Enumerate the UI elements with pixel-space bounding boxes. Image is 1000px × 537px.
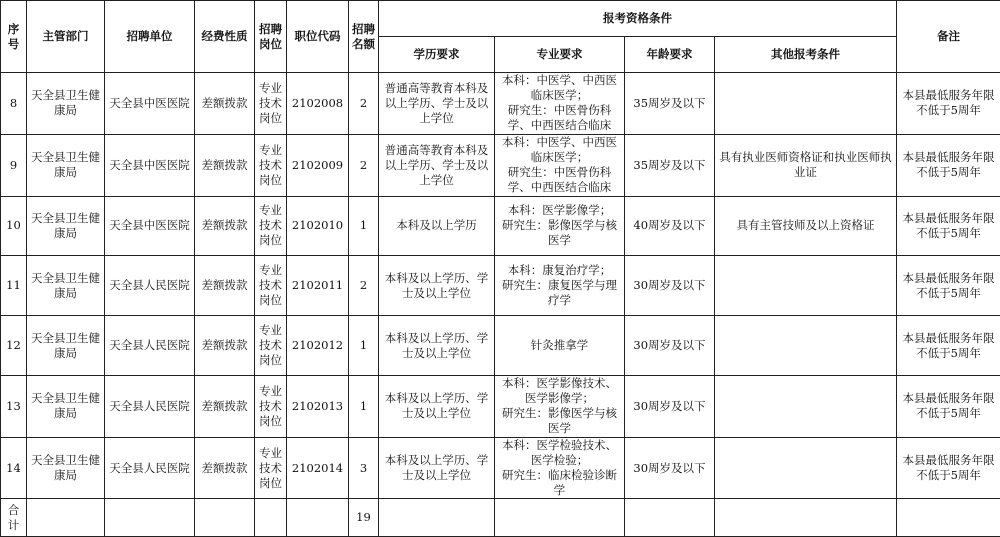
cell-other xyxy=(715,73,897,135)
cell-other xyxy=(715,437,897,499)
cell-unit: 天全县人民医院 xyxy=(105,375,195,437)
total-label: 合计 xyxy=(1,499,27,537)
header-major: 专业要求 xyxy=(495,37,625,73)
cell-dept: 天全县卫生健康局 xyxy=(27,437,105,499)
empty-cell xyxy=(715,499,897,537)
cell-seq: 11 xyxy=(1,256,27,316)
cell-post: 专业技术岗位 xyxy=(255,375,287,437)
cell-code: 2102010 xyxy=(287,196,349,256)
header-dept: 主管部门 xyxy=(27,1,105,73)
cell-unit: 天全县人民医院 xyxy=(105,437,195,499)
header-seq: 序号 xyxy=(1,1,27,73)
header-count: 招聘名额 xyxy=(349,1,379,73)
cell-other: 具有主管技师及以上资格证 xyxy=(715,196,897,256)
cell-dept: 天全县卫生健康局 xyxy=(27,316,105,376)
cell-remark: 本县最低服务年限不低于5周年 xyxy=(897,134,1000,196)
cell-unit: 天全县中医医院 xyxy=(105,134,195,196)
empty-cell xyxy=(495,499,625,537)
cell-remark: 本县最低服务年限不低于5周年 xyxy=(897,437,1000,499)
cell-major: 本科：医学影像学； 研究生：影像医学与核医学 xyxy=(495,196,625,256)
table-row xyxy=(1,316,1000,376)
cell-remark: 本县最低服务年限不低于5周年 xyxy=(897,196,1000,256)
empty-cell xyxy=(897,499,1000,537)
cell-funding: 差额拨款 xyxy=(195,134,255,196)
cell-age: 35周岁及以下 xyxy=(625,134,715,196)
total-row xyxy=(1,499,1000,537)
empty-cell xyxy=(195,499,255,537)
cell-dept: 天全县卫生健康局 xyxy=(27,196,105,256)
cell-code: 2102014 xyxy=(287,437,349,499)
cell-funding: 差额拨款 xyxy=(195,73,255,135)
empty-cell xyxy=(27,499,105,537)
cell-seq: 13 xyxy=(1,375,27,437)
table-row xyxy=(1,375,1000,437)
cell-funding: 差额拨款 xyxy=(195,437,255,499)
header-unit: 招聘单位 xyxy=(105,1,195,73)
cell-education: 普通高等教育本科及以上学历、学士及以上学位 xyxy=(379,134,495,196)
cell-funding: 差额拨款 xyxy=(195,196,255,256)
table-row xyxy=(1,256,1000,316)
cell-remark: 本县最低服务年限不低于5周年 xyxy=(897,375,1000,437)
cell-funding: 差额拨款 xyxy=(195,256,255,316)
cell-dept: 天全县卫生健康局 xyxy=(27,134,105,196)
cell-count: 2 xyxy=(349,134,379,196)
total-count: 19 xyxy=(349,499,379,537)
cell-age: 35周岁及以下 xyxy=(625,73,715,135)
empty-cell xyxy=(255,499,287,537)
cell-unit: 天全县人民医院 xyxy=(105,316,195,376)
table-row xyxy=(1,134,1000,196)
cell-funding: 差额拨款 xyxy=(195,316,255,376)
cell-education: 普通高等教育本科及以上学历、学士及以上学位 xyxy=(379,73,495,135)
cell-code: 2102012 xyxy=(287,316,349,376)
cell-post: 专业技术岗位 xyxy=(255,316,287,376)
table-row xyxy=(1,73,1000,135)
cell-post: 专业技术岗位 xyxy=(255,437,287,499)
cell-post: 专业技术岗位 xyxy=(255,134,287,196)
cell-count: 2 xyxy=(349,256,379,316)
empty-cell xyxy=(625,499,715,537)
cell-major: 针灸推拿学 xyxy=(495,316,625,376)
cell-code: 2102013 xyxy=(287,375,349,437)
cell-age: 30周岁及以下 xyxy=(625,375,715,437)
header-age: 年龄要求 xyxy=(625,37,715,73)
header-conditions: 报考资格条件 xyxy=(379,1,897,37)
cell-other xyxy=(715,256,897,316)
cell-seq: 14 xyxy=(1,437,27,499)
header-other: 其他报考条件 xyxy=(715,37,897,73)
cell-unit: 天全县人民医院 xyxy=(105,256,195,316)
cell-dept: 天全县卫生健康局 xyxy=(27,375,105,437)
cell-count: 2 xyxy=(349,73,379,135)
cell-seq: 9 xyxy=(1,134,27,196)
cell-education: 本科及以上学历、学士及以上学位 xyxy=(379,437,495,499)
cell-count: 1 xyxy=(349,375,379,437)
header-code: 职位代码 xyxy=(287,1,349,73)
table-row xyxy=(1,196,1000,256)
cell-other xyxy=(715,316,897,376)
cell-code: 2102009 xyxy=(287,134,349,196)
cell-code: 2102008 xyxy=(287,73,349,135)
cell-count: 1 xyxy=(349,316,379,376)
cell-education: 本科及以上学历 xyxy=(379,196,495,256)
cell-remark: 本县最低服务年限不低于5周年 xyxy=(897,256,1000,316)
cell-education: 本科及以上学历、学士及以上学位 xyxy=(379,375,495,437)
cell-education: 本科及以上学历、学士及以上学位 xyxy=(379,316,495,376)
header-remark: 备注 xyxy=(897,1,1000,73)
cell-unit: 天全县中医医院 xyxy=(105,196,195,256)
cell-count: 1 xyxy=(349,196,379,256)
empty-cell xyxy=(105,499,195,537)
cell-count: 3 xyxy=(349,437,379,499)
cell-remark: 本县最低服务年限不低于5周年 xyxy=(897,316,1000,376)
cell-major: 本科：中医学、中西医临床医学； 研究生：中医骨伤科学、中西医结合临床 xyxy=(495,73,625,135)
cell-code: 2102011 xyxy=(287,256,349,316)
empty-cell xyxy=(287,499,349,537)
cell-post: 专业技术岗位 xyxy=(255,73,287,135)
cell-seq: 8 xyxy=(1,73,27,135)
cell-seq: 10 xyxy=(1,196,27,256)
cell-education: 本科及以上学历、学士及以上学位 xyxy=(379,256,495,316)
cell-major: 本科：医学检验技术、医学检验； 研究生：临床检验诊断学 xyxy=(495,437,625,499)
cell-remark: 本县最低服务年限不低于5周年 xyxy=(897,73,1000,135)
cell-other xyxy=(715,375,897,437)
empty-cell xyxy=(379,499,495,537)
cell-funding: 差额拨款 xyxy=(195,375,255,437)
cell-age: 30周岁及以下 xyxy=(625,316,715,376)
cell-dept: 天全县卫生健康局 xyxy=(27,256,105,316)
header-post: 招聘岗位 xyxy=(255,1,287,73)
cell-seq: 12 xyxy=(1,316,27,376)
cell-age: 40周岁及以下 xyxy=(625,196,715,256)
header-education: 学历要求 xyxy=(379,37,495,73)
cell-major: 本科：中医学、中西医临床医学； 研究生：中医骨伤科学、中西医结合临床 xyxy=(495,134,625,196)
cell-dept: 天全县卫生健康局 xyxy=(27,73,105,135)
cell-age: 30周岁及以下 xyxy=(625,256,715,316)
cell-post: 专业技术岗位 xyxy=(255,256,287,316)
cell-unit: 天全县中医医院 xyxy=(105,73,195,135)
cell-other: 具有执业医师资格证和执业医师执业证 xyxy=(715,134,897,196)
table-row xyxy=(1,437,1000,499)
header-funding: 经费性质 xyxy=(195,1,255,73)
cell-major: 本科：医学影像技术、医学影像学； 研究生：影像医学与核医学 xyxy=(495,375,625,437)
cell-major: 本科：康复治疗学； 研究生：康复医学与理疗学 xyxy=(495,256,625,316)
cell-age: 30周岁及以下 xyxy=(625,437,715,499)
cell-post: 专业技术岗位 xyxy=(255,196,287,256)
